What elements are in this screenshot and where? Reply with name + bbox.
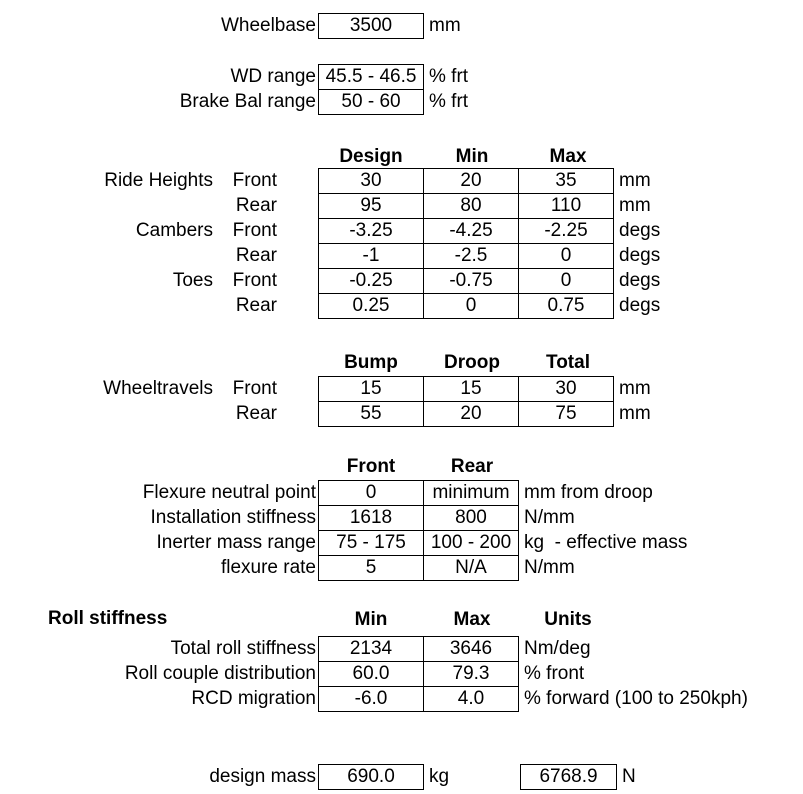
header-min: Min: [354, 609, 388, 630]
cell-front[interactable]: 75 - 175: [318, 530, 424, 556]
row-axle-label: Rear: [235, 195, 277, 216]
cell-rear[interactable]: 100 - 200: [423, 530, 519, 556]
cell-droop[interactable]: 20: [423, 401, 519, 427]
design-weight-value-cell[interactable]: 6768.9: [520, 764, 617, 790]
cell-bump[interactable]: 15: [318, 376, 424, 402]
header-front: Front: [346, 456, 396, 477]
row-unit: mm: [619, 403, 651, 424]
cell-rear[interactable]: minimum: [423, 480, 519, 506]
row-axle-label: Rear: [235, 245, 277, 266]
cell-max[interactable]: 0: [518, 243, 614, 269]
design-mass-label: design mass: [209, 766, 316, 787]
cell-min[interactable]: 60.0: [318, 661, 424, 687]
cell-total[interactable]: 75: [518, 401, 614, 427]
row-unit: Nm/deg: [524, 638, 591, 659]
cell-min[interactable]: -0.75: [423, 268, 519, 294]
row-group-label: Ride Heights: [104, 170, 213, 191]
cell-max[interactable]: -2.25: [518, 218, 614, 244]
table-row: [0, 555, 803, 581]
header-rear: Rear: [450, 456, 494, 477]
row-group-label: Wheeltravels: [103, 378, 213, 399]
row-label: Roll couple distribution: [124, 663, 316, 684]
row-label: Installation stiffness: [150, 507, 316, 528]
row-axle-label: Front: [232, 378, 277, 399]
row-label: Flexure neutral point: [142, 482, 316, 503]
cell-max[interactable]: 0: [518, 268, 614, 294]
table-row: [0, 218, 803, 244]
table-row: [0, 268, 803, 294]
row-unit: degs: [619, 245, 661, 266]
wheeltravel-header-row: [0, 352, 803, 374]
cell-design[interactable]: 30: [318, 168, 424, 194]
row-label: Total roll stiffness: [170, 638, 316, 659]
cell-max[interactable]: 110: [518, 193, 614, 219]
row-unit: degs: [619, 220, 661, 241]
row-unit: N/mm: [524, 507, 575, 528]
row-unit: % front: [524, 663, 585, 684]
wd-range-label: WD range: [230, 66, 316, 87]
row-unit: mm from droop: [524, 482, 653, 503]
brake-bal-range-unit: % frt: [429, 91, 469, 112]
table-row: [0, 243, 803, 269]
row-label: RCD migration: [191, 688, 316, 709]
cell-max[interactable]: 4.0: [423, 686, 519, 712]
cell-rear[interactable]: 800: [423, 505, 519, 531]
table-row: [0, 401, 803, 427]
cell-bump[interactable]: 55: [318, 401, 424, 427]
row-unit: kg - effective mass: [524, 532, 688, 553]
cell-min[interactable]: 0: [423, 293, 519, 319]
row-group-label: Cambers: [135, 220, 213, 241]
row-axle-label: Rear: [235, 403, 277, 424]
header-units: Units: [544, 609, 592, 630]
cell-min[interactable]: 80: [423, 193, 519, 219]
flexure-section: [0, 456, 803, 581]
design-mass-unit: kg: [429, 766, 450, 787]
header-design: Design: [339, 146, 403, 167]
header-max: Max: [453, 609, 491, 630]
wheelbase-value-cell[interactable]: 3500: [318, 13, 424, 39]
cell-max[interactable]: 3646: [423, 636, 519, 662]
cell-max[interactable]: 35: [518, 168, 614, 194]
cell-droop[interactable]: 15: [423, 376, 519, 402]
cell-min[interactable]: 2134: [318, 636, 424, 662]
setup-section: [0, 146, 803, 319]
cell-front[interactable]: 1618: [318, 505, 424, 531]
table-row: [0, 193, 803, 219]
brake-bal-range-label: Brake Bal range: [179, 91, 316, 112]
table-row: [0, 293, 803, 319]
table-row: [0, 168, 803, 194]
cell-total[interactable]: 30: [518, 376, 614, 402]
row-unit: mm: [619, 170, 651, 191]
cell-design[interactable]: -0.25: [318, 268, 424, 294]
brake-bal-range-row: [0, 89, 803, 115]
ranges-section: [0, 64, 803, 115]
row-label: Inerter mass range: [156, 532, 316, 553]
row-unit: N/mm: [524, 557, 575, 578]
brake-bal-range-value-cell[interactable]: 50 - 60: [318, 89, 424, 115]
header-max: Max: [549, 146, 587, 167]
cell-min[interactable]: 20: [423, 168, 519, 194]
cell-min[interactable]: -4.25: [423, 218, 519, 244]
row-unit: % forward (100 to 250kph): [524, 688, 748, 709]
cell-design[interactable]: -1: [318, 243, 424, 269]
roll-stiffness-section: [0, 608, 803, 712]
row-unit: mm: [619, 378, 651, 399]
cell-min[interactable]: -6.0: [318, 686, 424, 712]
design-mass-section: [0, 764, 803, 790]
header-total: Total: [546, 352, 590, 373]
row-axle-label: Rear: [235, 295, 277, 316]
wd-range-row: [0, 64, 803, 90]
header-droop: Droop: [444, 352, 500, 373]
table-row: [0, 636, 803, 662]
cell-rear[interactable]: N/A: [423, 555, 519, 581]
row-unit: degs: [619, 295, 661, 316]
wheelbase-section: [0, 13, 803, 39]
cell-front[interactable]: 0: [318, 480, 424, 506]
row-axle-label: Front: [232, 220, 277, 241]
cell-design[interactable]: 95: [318, 193, 424, 219]
wheelbase-label: Wheelbase: [220, 15, 316, 36]
flexure-header-row: [0, 456, 803, 478]
wheeltravel-section: [0, 352, 803, 427]
row-group-label: Toes: [172, 270, 213, 291]
header-bump: Bump: [344, 352, 398, 373]
cell-design[interactable]: 0.25: [318, 293, 424, 319]
row-axle-label: Front: [232, 270, 277, 291]
wd-range-value-cell[interactable]: 45.5 - 46.5: [318, 64, 424, 90]
table-row: [0, 376, 803, 402]
table-row: [0, 505, 803, 531]
roll-stiffness-title: Roll stiffness: [48, 608, 168, 629]
table-row: [0, 530, 803, 556]
cell-max[interactable]: 0.75: [518, 293, 614, 319]
row-label: flexure rate: [220, 557, 316, 578]
cell-front[interactable]: 5: [318, 555, 424, 581]
design-mass-row: [0, 764, 803, 790]
table-row: [0, 480, 803, 506]
header-min: Min: [455, 146, 489, 167]
cell-min[interactable]: -2.5: [423, 243, 519, 269]
row-unit: mm: [619, 195, 651, 216]
cell-design[interactable]: -3.25: [318, 218, 424, 244]
cell-max[interactable]: 79.3: [423, 661, 519, 687]
wheelbase-unit: mm: [429, 15, 461, 36]
design-weight-unit: N: [622, 766, 636, 787]
wd-range-unit: % frt: [429, 66, 469, 87]
design-mass-value-cell[interactable]: 690.0: [318, 764, 424, 790]
table-row: [0, 661, 803, 687]
table-row: [0, 686, 803, 712]
setup-header-row: [0, 146, 803, 168]
row-axle-label: Front: [232, 170, 277, 191]
wheelbase-row: [0, 13, 803, 39]
row-unit: degs: [619, 270, 661, 291]
